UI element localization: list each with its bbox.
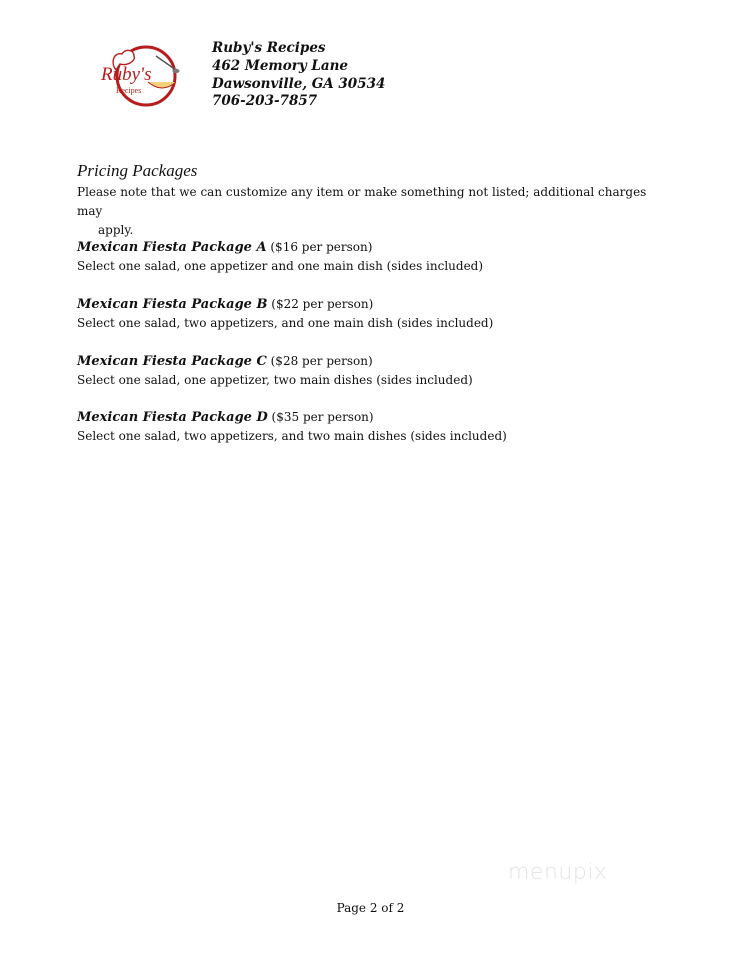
package-price: ($16 per person)	[266, 240, 373, 254]
package-price: ($35 per person)	[267, 410, 374, 424]
package-name: Mexican Fiesta Package D	[77, 410, 268, 425]
business-phone: 706-203-7857	[212, 93, 318, 110]
package-c	[77, 352, 473, 390]
package-price: ($22 per person)	[267, 297, 374, 311]
package-name: Mexican Fiesta Package C	[77, 354, 267, 369]
section-title: Pricing Packages	[77, 161, 198, 180]
logo-brand-text: Ruby's	[101, 64, 152, 85]
package-d	[77, 408, 507, 446]
pricing-note-line1: Please note that we can customize any item or make something not listed; additional charges may	[77, 185, 647, 218]
page-number: Page 2 of 2	[336, 901, 405, 915]
package-description: Select one salad, two appetizers, and two main dishes (sides included)	[77, 429, 507, 443]
pricing-note	[77, 183, 667, 240]
package-name: Mexican Fiesta Package A	[77, 240, 267, 255]
package-description: Select one salad, one appetizer and one main dish (sides included)	[77, 259, 484, 273]
package-name: Mexican Fiesta Package B	[77, 297, 268, 312]
logo-sub-text: Recipes	[116, 86, 142, 95]
pricing-note-line2: apply.	[98, 223, 134, 237]
package-description: Select one salad, one appetizer, two main dishes (sides included)	[77, 373, 473, 387]
package-description: Select one salad, two appetizers, and one main dish (sides included)	[77, 316, 494, 330]
menupix-watermark: menupix	[508, 860, 608, 885]
business-name: Ruby's Recipes	[212, 40, 326, 56]
business-street: 462 Memory Lane	[212, 57, 349, 74]
rubys-recipes-logo	[96, 42, 184, 108]
business-info	[212, 40, 385, 111]
business-city: Dawsonville, GA 30534	[212, 75, 386, 92]
package-price: ($28 per person)	[266, 354, 373, 368]
package-a	[77, 238, 483, 276]
package-b	[77, 295, 493, 333]
